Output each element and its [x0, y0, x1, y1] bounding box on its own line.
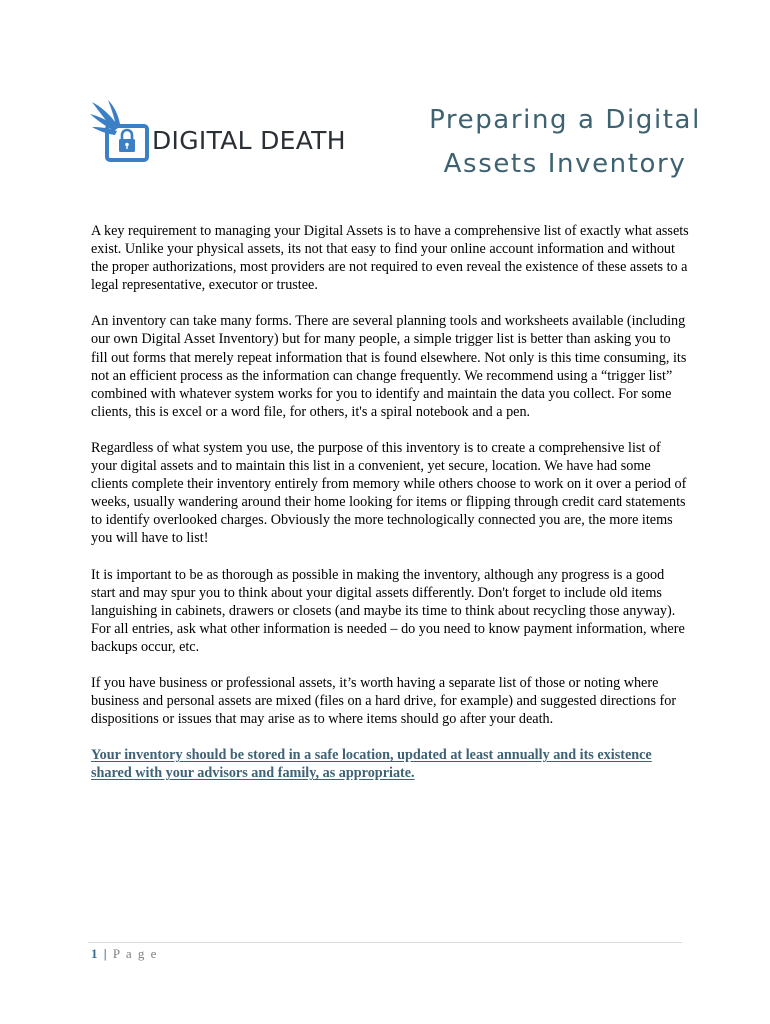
title-line-1: Preparing a Digital — [429, 105, 701, 135]
page-number: 1 — [91, 946, 99, 961]
paragraph-5: If you have business or professional assets, it’s worth having a separate list of those or noting where business and personal assets are mixed (files on a hard drive, for example) and suggested directions for dispositions or issues that may arise as to where items should go after your death. — [91, 674, 677, 728]
paragraph-3: Regardless of what system you use, the purpose of this inventory is to create a comprehensive list of your digital assets and to maintain this list in a convenient, yet secure, location. We have had some clients complete their inventory entirely from memory while others choose to work on it over a period of weeks, usually wandering around their home looking for items or flipping through credit card statements to identify overlooked charges. Obviously the more technologically connected you are, the more items you will have to list! — [91, 439, 687, 547]
page-label: P a g e — [112, 946, 158, 961]
document-body — [91, 222, 689, 800]
footer-divider — [88, 942, 682, 943]
paragraph-1: A key requirement to managing your Digital Assets is to have a comprehensive list of exactly what assets exist. Unlike your physical assets, its not that easy to find your online account information and without the proper authorizations, most providers are not required to even reveal the existence of these assets to a legal representative, executor or trustee. — [91, 223, 689, 294]
document-title — [405, 98, 725, 186]
winged-lock-icon — [88, 98, 154, 164]
page-header — [0, 0, 770, 200]
paragraph-2: An inventory can take many forms. There are several planning tools and worksheets available (including our own Digital Asset Inventory) but for many people, a simple trigger list is better than asking you to fill out forms that merely repeat information that is found elsewhere. Not only is this time consuming, its not an efficient process as the information can change frequently. We recommend using a “trigger list” combined with whatever system works for you to identify and maintain the data you collect. For some clients, this is excel or a word file, for others, it's a spiral notebook and a pen. — [91, 313, 687, 420]
logo-wordmark: DIGITAL DEATH — [152, 126, 346, 155]
digital-death-logo — [88, 98, 363, 168]
paragraph-4: It is important to be as thorough as possible in making the inventory, although any progress is a good start and may spur you to think about your digital assets differently. Don't forget to include old items languishing in cabinets, drawers or closets (and maybe its time to think about recycling those anyway). For all entries, ask what other information is needed – do you need to know payment information, where backups occur, etc. — [91, 566, 685, 655]
title-line-2: Assets Inventory — [443, 149, 687, 179]
footer-separator: | — [103, 946, 109, 961]
page-footer — [91, 946, 158, 962]
storage-callout: Your inventory should be stored in a safe location, updated at least annually and its existence shared with your advisors and family, as appropriate. — [91, 747, 652, 782]
